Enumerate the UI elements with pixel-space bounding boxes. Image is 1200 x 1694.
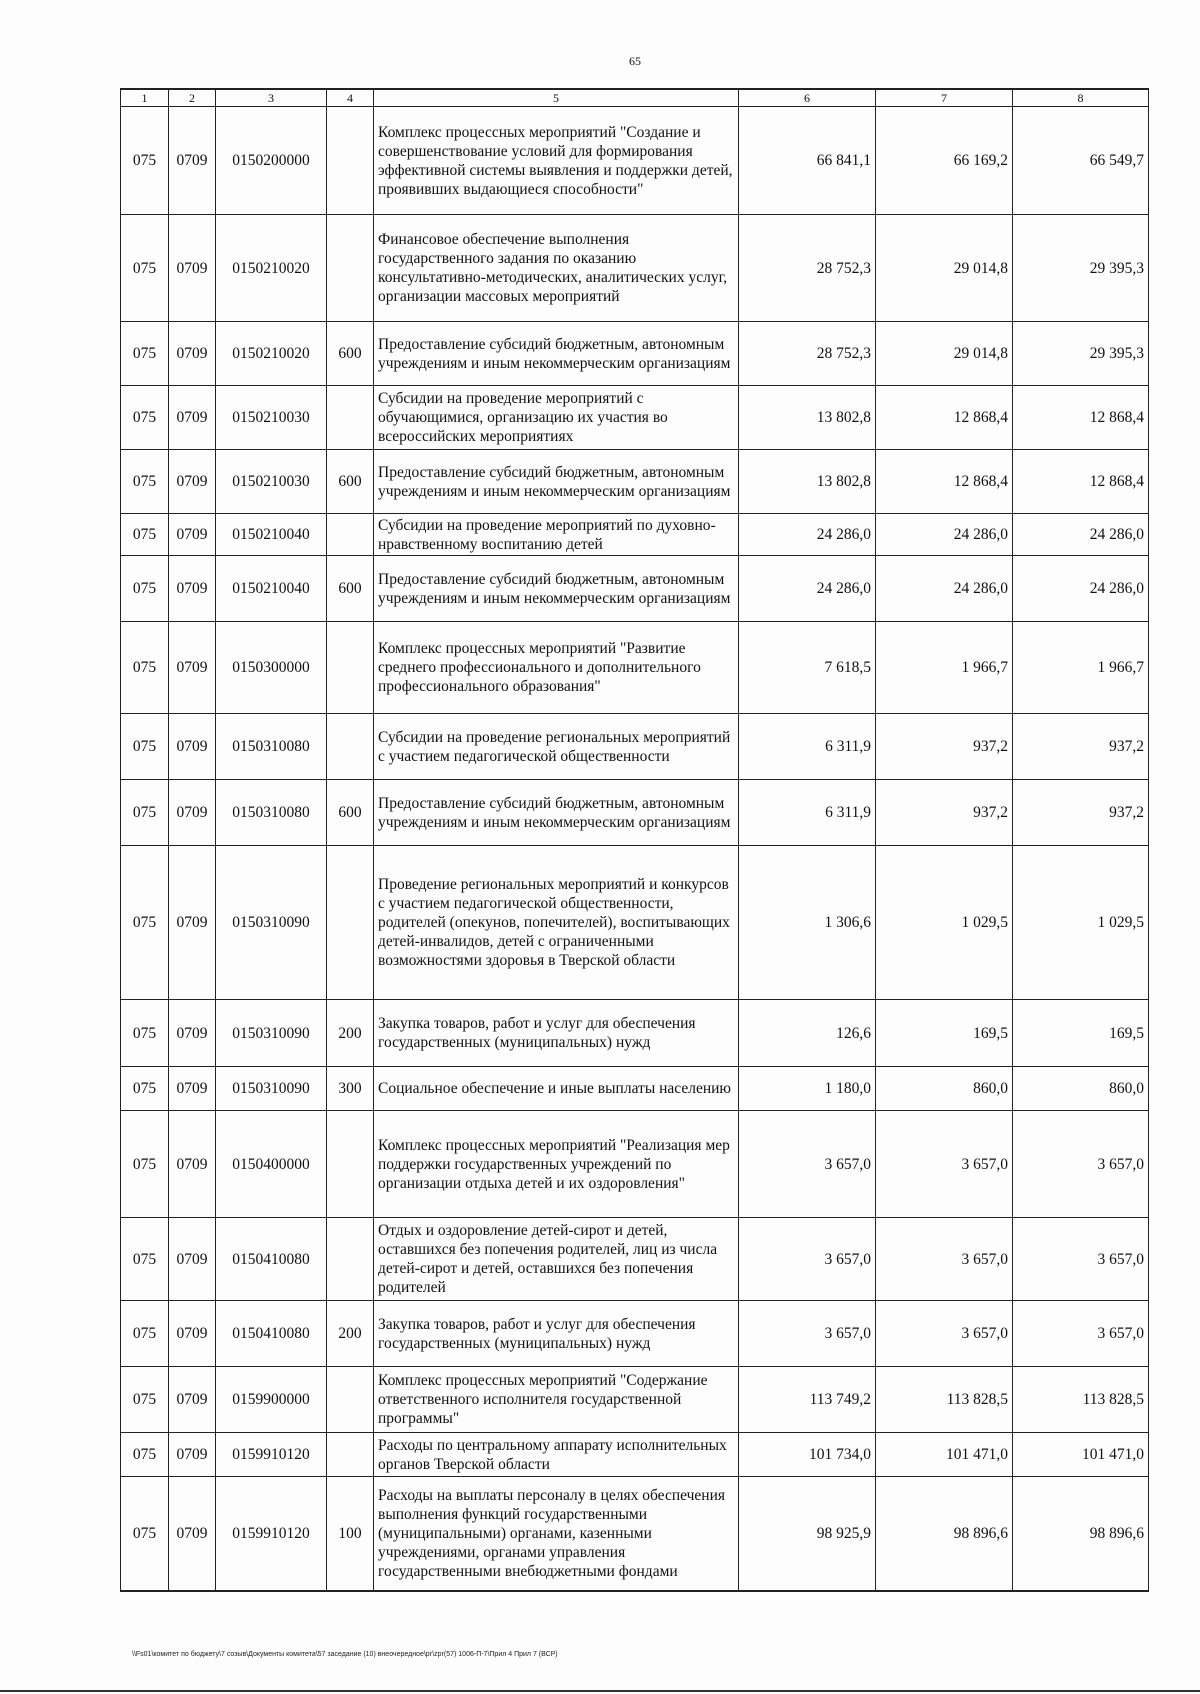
amount-col-6: 3 657,0 (739, 1301, 876, 1367)
kbk-chapter: 075 (121, 322, 169, 386)
amount-col-8: 29 395,3 (1013, 322, 1149, 386)
target-article: 0150210030 (216, 386, 327, 450)
kbk-chapter: 075 (121, 714, 169, 780)
amount-col-8: 860,0 (1013, 1067, 1149, 1111)
kbk-chapter: 075 (121, 107, 169, 215)
target-article: 0150210020 (216, 322, 327, 386)
section-code: 0709 (169, 622, 216, 714)
expense-type (327, 1111, 374, 1218)
amount-col-8: 12 868,4 (1013, 450, 1149, 514)
amount-col-8: 1 029,5 (1013, 846, 1149, 1000)
kbk-chapter: 075 (121, 1433, 169, 1477)
table-row (121, 780, 1149, 846)
amount-col-6: 7 618,5 (739, 622, 876, 714)
table-row (121, 215, 1149, 322)
expense-type: 300 (327, 1067, 374, 1111)
amount-col-8: 98 896,6 (1013, 1477, 1149, 1591)
amount-col-6: 101 734,0 (739, 1433, 876, 1477)
item-description: Субсидии на проведение региональных мероприятий с участием педагогической общественности (374, 714, 739, 780)
expense-type (327, 1367, 374, 1433)
amount-col-7: 860,0 (876, 1067, 1013, 1111)
target-article: 0150410080 (216, 1301, 327, 1367)
section-code: 0709 (169, 107, 216, 215)
section-code: 0709 (169, 386, 216, 450)
section-code: 0709 (169, 1218, 216, 1301)
section-code: 0709 (169, 1301, 216, 1367)
column-number-row (121, 89, 1149, 107)
expense-type: 600 (327, 450, 374, 514)
target-article: 0150210040 (216, 556, 327, 622)
amount-col-7: 3 657,0 (876, 1218, 1013, 1301)
table-row (121, 714, 1149, 780)
amount-col-6: 126,6 (739, 1000, 876, 1067)
expense-type (327, 846, 374, 1000)
table-row (121, 622, 1149, 714)
page-number: 65 (629, 54, 641, 68)
amount-col-7: 113 828,5 (876, 1367, 1013, 1433)
item-description: Расходы по центральному аппарату исполнительных органов Тверской области (374, 1433, 739, 1477)
expense-type (327, 386, 374, 450)
amount-col-6: 6 311,9 (739, 780, 876, 846)
section-code: 0709 (169, 1433, 216, 1477)
expense-type: 200 (327, 1000, 374, 1067)
table-row (121, 1301, 1149, 1367)
kbk-chapter: 075 (121, 556, 169, 622)
item-description: Финансовое обеспечение выполнения государственного задания по оказанию консультативно-методических, аналитических услуг, организации массовых мероприятий (374, 215, 739, 322)
kbk-chapter: 075 (121, 1301, 169, 1367)
section-code: 0709 (169, 215, 216, 322)
column-header: 2 (169, 89, 216, 107)
amount-col-7: 1 966,7 (876, 622, 1013, 714)
amount-col-7: 24 286,0 (876, 514, 1013, 556)
kbk-chapter: 075 (121, 514, 169, 556)
kbk-chapter: 075 (121, 1111, 169, 1218)
amount-col-8: 3 657,0 (1013, 1111, 1149, 1218)
target-article: 0159910120 (216, 1477, 327, 1591)
amount-col-7: 66 169,2 (876, 107, 1013, 215)
target-article: 0150300000 (216, 622, 327, 714)
target-article: 0150410080 (216, 1218, 327, 1301)
amount-col-8: 24 286,0 (1013, 514, 1149, 556)
amount-col-6: 13 802,8 (739, 450, 876, 514)
amount-col-6: 1 180,0 (739, 1067, 876, 1111)
amount-col-6: 3 657,0 (739, 1111, 876, 1218)
table-row (121, 450, 1149, 514)
target-article: 0150210030 (216, 450, 327, 514)
amount-col-7: 29 014,8 (876, 215, 1013, 322)
section-code: 0709 (169, 514, 216, 556)
amount-col-6: 3 657,0 (739, 1218, 876, 1301)
amount-col-6: 28 752,3 (739, 215, 876, 322)
amount-col-8: 3 657,0 (1013, 1301, 1149, 1367)
section-code: 0709 (169, 846, 216, 1000)
amount-col-6: 13 802,8 (739, 386, 876, 450)
column-header: 3 (216, 89, 327, 107)
target-article: 0150200000 (216, 107, 327, 215)
amount-col-8: 29 395,3 (1013, 215, 1149, 322)
item-description: Комплекс процессных мероприятий "Создание и совершенствование условий для формирования эффективной системы выявления и поддержки детей, проявивших выдающиеся способности" (374, 107, 739, 215)
item-description: Социальное обеспечение и иные выплаты населению (374, 1067, 739, 1111)
table-row (121, 1433, 1149, 1477)
kbk-chapter: 075 (121, 1067, 169, 1111)
amount-col-8: 101 471,0 (1013, 1433, 1149, 1477)
amount-col-8: 3 657,0 (1013, 1218, 1149, 1301)
table-row (121, 514, 1149, 556)
table-row (121, 1477, 1149, 1591)
section-code: 0709 (169, 780, 216, 846)
item-description: Расходы на выплаты персоналу в целях обеспечения выполнения функций государственными (муниципальными) органами, казенными учреждениями, органами управления государственными внебюджетными фондами (374, 1477, 739, 1591)
kbk-chapter: 075 (121, 622, 169, 714)
target-article: 0150310090 (216, 1067, 327, 1111)
kbk-chapter: 075 (121, 1477, 169, 1591)
section-code: 0709 (169, 1477, 216, 1591)
amount-col-6: 66 841,1 (739, 107, 876, 215)
kbk-chapter: 075 (121, 846, 169, 1000)
column-header: 1 (121, 89, 169, 107)
table-row (121, 1067, 1149, 1111)
target-article: 0150310090 (216, 846, 327, 1000)
amount-col-7: 3 657,0 (876, 1301, 1013, 1367)
expense-type: 200 (327, 1301, 374, 1367)
kbk-chapter: 075 (121, 1000, 169, 1067)
kbk-chapter: 075 (121, 386, 169, 450)
expense-type (327, 514, 374, 556)
amount-col-8: 24 286,0 (1013, 556, 1149, 622)
kbk-chapter: 075 (121, 1218, 169, 1301)
table-row (121, 1111, 1149, 1218)
target-article: 0150310080 (216, 714, 327, 780)
amount-col-7: 12 868,4 (876, 386, 1013, 450)
table-row (121, 1367, 1149, 1433)
amount-col-6: 6 311,9 (739, 714, 876, 780)
kbk-chapter: 075 (121, 780, 169, 846)
amount-col-7: 937,2 (876, 714, 1013, 780)
amount-col-6: 98 925,9 (739, 1477, 876, 1591)
budget-table (120, 88, 1149, 1592)
target-article: 0150310080 (216, 780, 327, 846)
target-article: 0150210020 (216, 215, 327, 322)
page-edge-line (0, 1690, 1200, 1692)
item-description: Предоставление субсидий бюджетным, автономным учреждениям и иным некоммерческим организациям (374, 322, 739, 386)
amount-col-8: 169,5 (1013, 1000, 1149, 1067)
amount-col-7: 29 014,8 (876, 322, 1013, 386)
column-header: 4 (327, 89, 374, 107)
target-article: 0159910120 (216, 1433, 327, 1477)
expense-type: 600 (327, 556, 374, 622)
table-row (121, 846, 1149, 1000)
target-article: 0150310090 (216, 1000, 327, 1067)
kbk-chapter: 075 (121, 215, 169, 322)
amount-col-7: 101 471,0 (876, 1433, 1013, 1477)
expense-type: 100 (327, 1477, 374, 1591)
expense-type (327, 1433, 374, 1477)
item-description: Комплекс процессных мероприятий "Развитие среднего профессионального и дополнительного профессионального образования" (374, 622, 739, 714)
section-code: 0709 (169, 1111, 216, 1218)
amount-col-8: 12 868,4 (1013, 386, 1149, 450)
expense-type (327, 714, 374, 780)
amount-col-8: 937,2 (1013, 780, 1149, 846)
amount-col-8: 66 549,7 (1013, 107, 1149, 215)
item-description: Отдых и оздоровление детей-сирот и детей, оставшихся без попечения родителей, лиц из числа детей-сирот и детей, оставшихся без попечения родителей (374, 1218, 739, 1301)
amount-col-6: 1 306,6 (739, 846, 876, 1000)
item-description: Закупка товаров, работ и услуг для обеспечения государственных (муниципальных) нужд (374, 1000, 739, 1067)
footer-file-path: \\Fs01\комитет по бюджету\7 созыв\Документы комитета\57 заседание (10) внеочередное\рг\zpr(57) 1006-П-7\Прил 4 Прил 7 (ВСР) (132, 1651, 558, 1658)
target-article: 0159900000 (216, 1367, 327, 1433)
item-description: Закупка товаров, работ и услуг для обеспечения государственных (муниципальных) нужд (374, 1301, 739, 1367)
section-code: 0709 (169, 714, 216, 780)
expense-type: 600 (327, 322, 374, 386)
amount-col-8: 937,2 (1013, 714, 1149, 780)
amount-col-7: 98 896,6 (876, 1477, 1013, 1591)
column-header: 6 (739, 89, 876, 107)
table-row (121, 107, 1149, 215)
target-article: 0150210040 (216, 514, 327, 556)
amount-col-7: 12 868,4 (876, 450, 1013, 514)
kbk-chapter: 075 (121, 1367, 169, 1433)
amount-col-7: 937,2 (876, 780, 1013, 846)
amount-col-8: 1 966,7 (1013, 622, 1149, 714)
table-row (121, 386, 1149, 450)
section-code: 0709 (169, 1067, 216, 1111)
amount-col-7: 169,5 (876, 1000, 1013, 1067)
amount-col-6: 28 752,3 (739, 322, 876, 386)
column-header: 5 (374, 89, 739, 107)
table-row (121, 1218, 1149, 1301)
table-row (121, 322, 1149, 386)
item-description: Субсидии на проведение мероприятий по духовно-нравственному воспитанию детей (374, 514, 739, 556)
item-description: Комплекс процессных мероприятий "Содержание ответственного исполнителя государственной программы" (374, 1367, 739, 1433)
item-description: Субсидии на проведение мероприятий с обучающимися, организацию их участия во всероссийских мероприятиях (374, 386, 739, 450)
expense-type (327, 622, 374, 714)
amount-col-6: 24 286,0 (739, 514, 876, 556)
amount-col-7: 24 286,0 (876, 556, 1013, 622)
amount-col-6: 24 286,0 (739, 556, 876, 622)
amount-col-7: 3 657,0 (876, 1111, 1013, 1218)
amount-col-6: 113 749,2 (739, 1367, 876, 1433)
item-description: Комплекс процессных мероприятий "Реализация мер поддержки государственных учреждений по организации отдыха детей и их оздоровления" (374, 1111, 739, 1218)
kbk-chapter: 075 (121, 450, 169, 514)
section-code: 0709 (169, 450, 216, 514)
item-description: Проведение региональных мероприятий и конкурсов с участием педагогической общественности, родителей (опекунов, попечителей), воспитывающих детей-инвалидов, детей с ограниченными возможностями здоровья в Тверской области (374, 846, 739, 1000)
expense-type (327, 107, 374, 215)
table-row (121, 556, 1149, 622)
amount-col-8: 113 828,5 (1013, 1367, 1149, 1433)
table-row (121, 1000, 1149, 1067)
section-code: 0709 (169, 1367, 216, 1433)
item-description: Предоставление субсидий бюджетным, автономным учреждениям и иным некоммерческим организациям (374, 780, 739, 846)
section-code: 0709 (169, 556, 216, 622)
item-description: Предоставление субсидий бюджетным, автономным учреждениям и иным некоммерческим организациям (374, 556, 739, 622)
expense-type (327, 1218, 374, 1301)
column-header: 7 (876, 89, 1013, 107)
section-code: 0709 (169, 1000, 216, 1067)
target-article: 0150400000 (216, 1111, 327, 1218)
column-header: 8 (1013, 89, 1149, 107)
amount-col-7: 1 029,5 (876, 846, 1013, 1000)
section-code: 0709 (169, 322, 216, 386)
expense-type (327, 215, 374, 322)
item-description: Предоставление субсидий бюджетным, автономным учреждениям и иным некоммерческим организациям (374, 450, 739, 514)
expense-type: 600 (327, 780, 374, 846)
